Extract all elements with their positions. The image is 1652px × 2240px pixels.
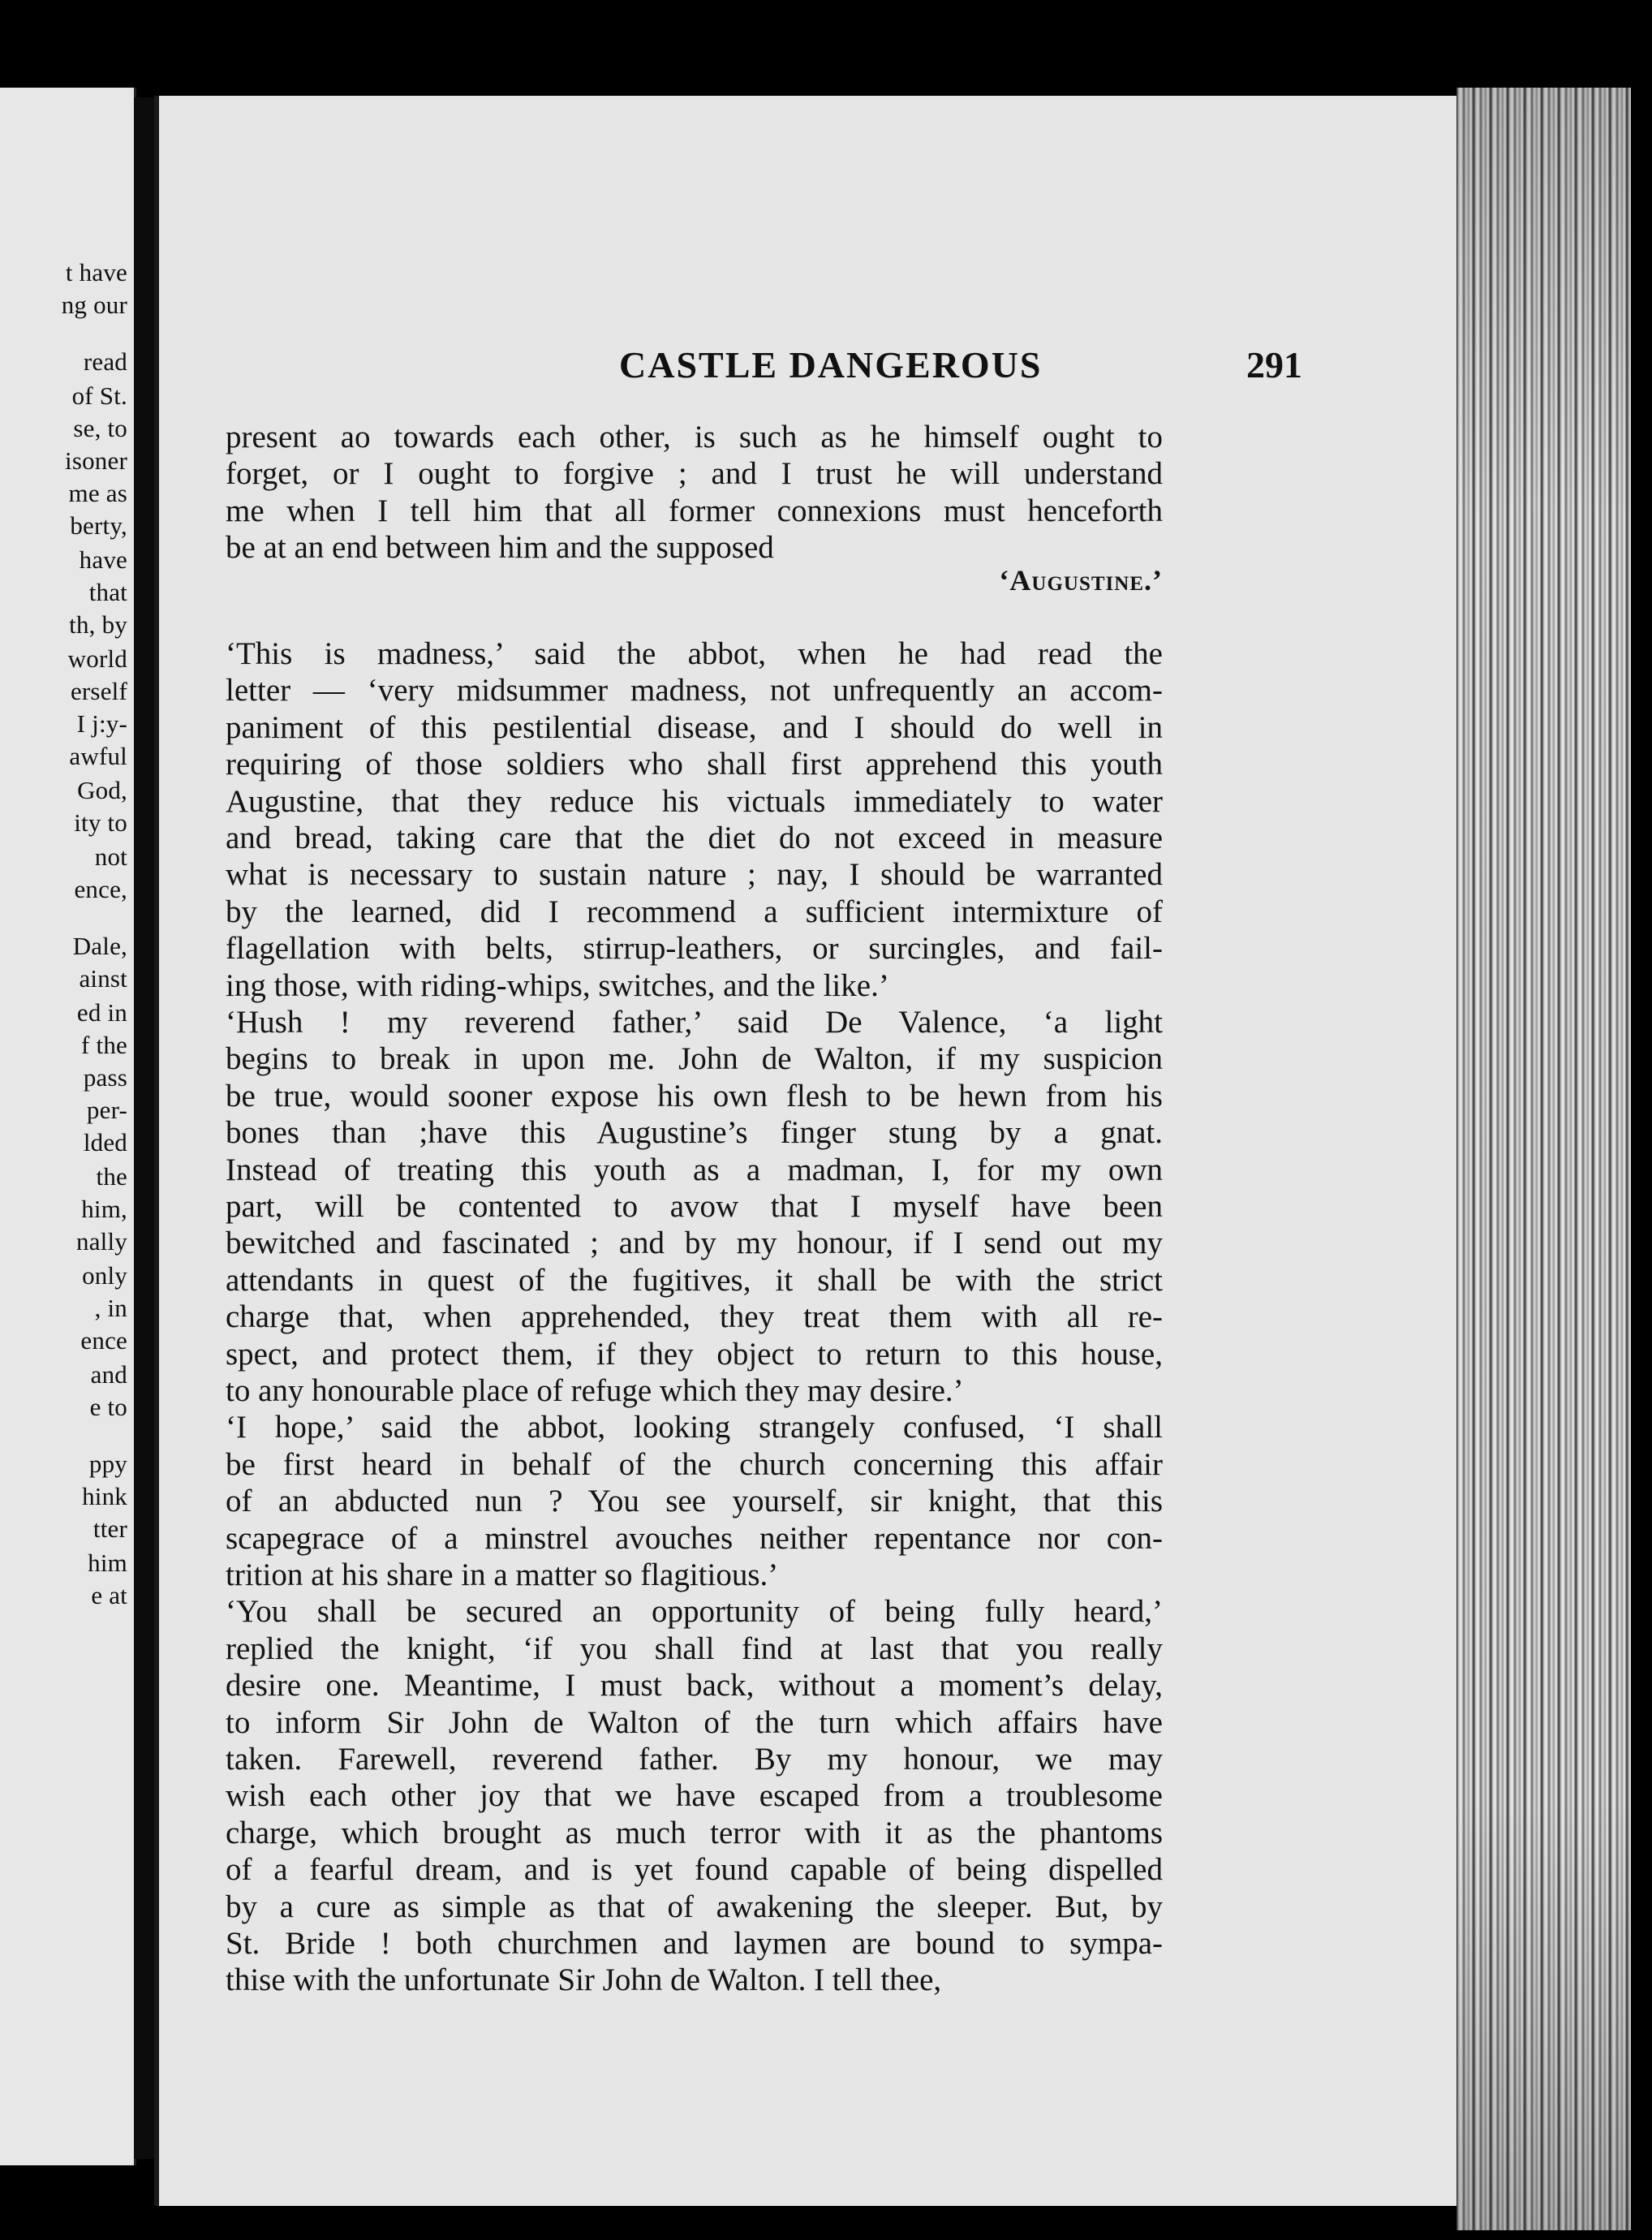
text-line: paniment of this pestilential disease, and I should do well in bbox=[226, 709, 1163, 745]
left-facing-page bbox=[0, 88, 136, 2165]
left-page-line: God, bbox=[77, 776, 127, 804]
text-line: charge, which brought as much terror with it as the phantoms bbox=[226, 1815, 1163, 1850]
left-page-line: erself bbox=[70, 677, 127, 705]
left-page-line: e to bbox=[89, 1393, 127, 1421]
left-page-line: tter bbox=[92, 1514, 127, 1543]
text-line: ‘Hush ! my reverend father,’ said De Valence, ‘a light bbox=[226, 1005, 1163, 1040]
page-edges-shade bbox=[1456, 88, 1631, 2230]
book-page-291 bbox=[154, 96, 1473, 2206]
text-line: me when I tell him that all former connexions must henceforth bbox=[226, 493, 1163, 528]
left-page-line: isoner bbox=[65, 446, 127, 475]
text-line: part, will be contented to avow that I myself have been bbox=[226, 1189, 1163, 1224]
left-page-line: e at bbox=[91, 1581, 127, 1609]
text-line: attendants in quest of the fugitives, it shall be with the strict bbox=[226, 1262, 1163, 1298]
text-line: of a fearful dream, and is yet found capable of being dispelled bbox=[226, 1852, 1163, 1888]
left-page-line: , in bbox=[94, 1294, 127, 1322]
text-line: ‘I hope,’ said the abbot, looking strangely confused, ‘I shall bbox=[226, 1410, 1163, 1445]
left-page-line: per- bbox=[86, 1096, 127, 1124]
text-line: forget, or I ought to forgive ; and I trust he will understand bbox=[226, 456, 1163, 492]
left-page-line: t have bbox=[65, 258, 127, 286]
page-header bbox=[159, 343, 1457, 392]
text-line: by the learned, did I recommend a sufficient intermixture of bbox=[226, 894, 1163, 929]
text-line: of an abducted nun ? You see yourself, sir knight, that this bbox=[226, 1484, 1163, 1519]
left-page-line: ainst bbox=[79, 964, 127, 993]
text-line: thise with the unfortunate Sir John de Walton. I tell thee, bbox=[226, 1962, 942, 1998]
left-page-line: ppy bbox=[88, 1450, 127, 1478]
left-page-line: ence, bbox=[74, 875, 127, 903]
left-page-line: Dale, bbox=[72, 932, 127, 960]
left-page-line: me as bbox=[68, 479, 127, 507]
text-line: wish each other joy that we have escaped from a troublesome bbox=[226, 1778, 1163, 1814]
book-gutter bbox=[134, 97, 157, 2159]
left-page-line: hink bbox=[82, 1482, 127, 1510]
left-page-line: of St. bbox=[71, 381, 127, 410]
text-line: to any honourable place of refuge which they may desire.’ bbox=[226, 1373, 964, 1408]
running-head: CASTLE DANGEROUS bbox=[619, 344, 1043, 386]
left-page-line: lded bbox=[83, 1128, 127, 1157]
text-line: ‘You shall be secured an opportunity of being fully heard,’ bbox=[226, 1594, 1163, 1630]
left-page-line: awful bbox=[69, 742, 127, 770]
page-number: 291 bbox=[1246, 344, 1302, 386]
text-line: scapegrace of a minstrel avouches neither repentance nor con- bbox=[226, 1520, 1163, 1556]
left-page-line: I j:y- bbox=[76, 709, 127, 738]
text-line: and bread, taking care that the diet do not exceed in measure bbox=[226, 821, 1163, 855]
left-page-line: only bbox=[82, 1261, 127, 1290]
left-page-line: ng our bbox=[61, 291, 127, 319]
left-page-line: read bbox=[83, 347, 127, 376]
text-line: by a cure as simple as that of awakening the sleeper. But, by bbox=[226, 1889, 1163, 1924]
text-line: Augustine, that they reduce his victuals immediately to water bbox=[226, 783, 1163, 819]
text-line: trition at his share in a matter so flagitious.’ bbox=[226, 1557, 779, 1592]
left-page-line: pass bbox=[83, 1063, 127, 1092]
text-line: begins to break in upon me. John de Walton, if my suspicion bbox=[226, 1041, 1163, 1077]
text-line: spect, and protect them, if they object to return to this house, bbox=[226, 1336, 1163, 1372]
left-page-line: have bbox=[79, 545, 127, 574]
text-line: be true, would sooner expose his own flesh to be hewn from his bbox=[226, 1078, 1163, 1114]
text-line: charge that, when apprehended, they treat them with all re- bbox=[226, 1299, 1163, 1335]
text-line: to inform Sir John de Walton of the turn which affairs have bbox=[226, 1704, 1163, 1740]
left-page-line: the bbox=[96, 1162, 127, 1191]
text-line: ing those, with riding-whips, switches, and the like.’ bbox=[226, 967, 889, 1003]
text-line: letter — ‘very midsummer madness, not unfrequently an accom- bbox=[226, 673, 1163, 709]
text-line: Instead of treating this youth as a madman, I, for my own bbox=[226, 1152, 1163, 1187]
text-line: what is necessary to sustain nature ; nay, I should be warranted bbox=[226, 857, 1163, 893]
text-line: requiring of those soldiers who shall first apprehend this youth bbox=[226, 747, 1163, 782]
text-line: St. Bride ! both churchmen and laymen are bound to sympa- bbox=[226, 1926, 1163, 1961]
left-page-line: world bbox=[67, 644, 127, 673]
text-line: bewitched and fascinated ; and by my honour, if I send out my bbox=[226, 1226, 1163, 1261]
text-line: replied the knight, ‘if you shall find at last that you really bbox=[226, 1630, 1163, 1666]
left-page-line: berty, bbox=[70, 511, 127, 540]
letter-signature: ‘Augustine.’ bbox=[999, 563, 1163, 597]
left-page-line: nally bbox=[76, 1227, 127, 1256]
left-page-line: ity to bbox=[74, 808, 127, 837]
text-line: present ao towards each other, is such as he himself ought to bbox=[226, 420, 1163, 454]
left-page-line: f the bbox=[81, 1031, 127, 1059]
left-page-line: not bbox=[94, 842, 127, 871]
text-line: flagellation with belts, stirrup-leathers, or surcingles, and fail- bbox=[226, 931, 1163, 967]
left-page-line: him, bbox=[81, 1195, 127, 1223]
text-line: desire one. Meantime, I must back, without a moment’s delay, bbox=[226, 1668, 1163, 1704]
left-page-line: and bbox=[90, 1360, 127, 1389]
left-page-line: him bbox=[88, 1549, 127, 1577]
left-page-line: th, by bbox=[69, 610, 127, 639]
text-line: bones than ;have this Augustine’s finger stung by a gnat. bbox=[226, 1115, 1163, 1151]
left-page-line: ed in bbox=[76, 998, 127, 1027]
text-line: be first heard in behalf of the church concerning this affair bbox=[226, 1446, 1163, 1482]
left-page-line: that bbox=[88, 578, 127, 606]
left-page-line: se, to bbox=[73, 414, 127, 442]
text-line: taken. Farewell, reverend father. By my honour, we may bbox=[226, 1742, 1163, 1777]
text-line: ‘This is madness,’ said the abbot, when he had read the bbox=[226, 636, 1163, 671]
left-page-line: ence bbox=[80, 1326, 127, 1355]
text-line: be at an end between him and the supposed bbox=[226, 530, 774, 566]
